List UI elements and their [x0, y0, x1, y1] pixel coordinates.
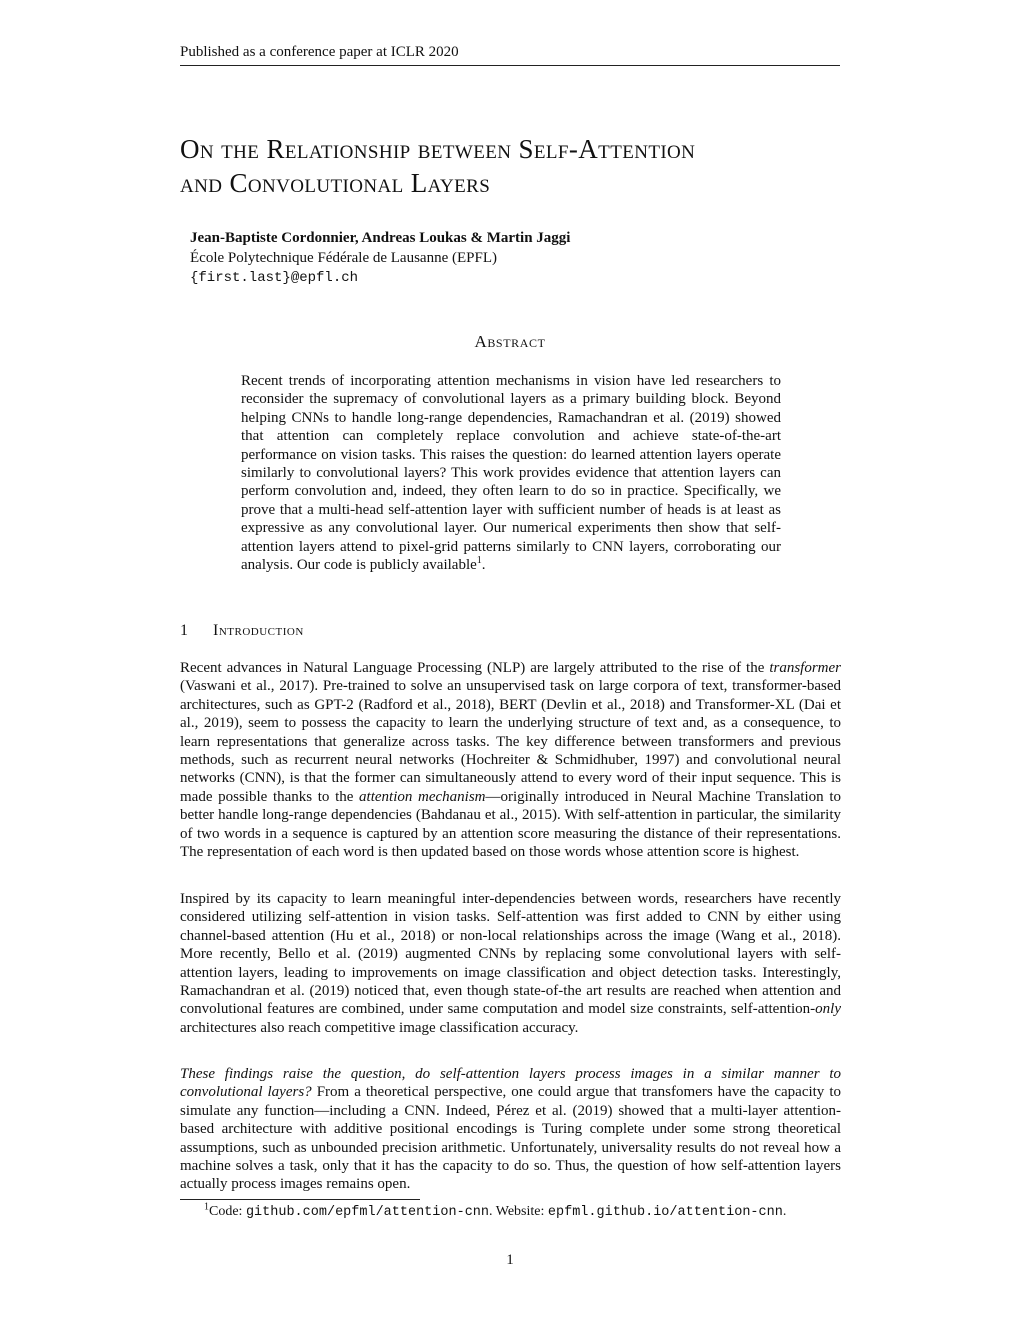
header-rule — [180, 65, 840, 66]
p1-text-a: Recent advances in Natural Language Processing (NLP) are largely attributed to the rise of the — [180, 660, 770, 676]
section-number: 1 — [180, 622, 189, 639]
footnote-website-label: . Website: — [489, 1204, 548, 1219]
p1-emphasis-attention: attention mechanism — [359, 788, 486, 805]
footnote-code-label: Code: — [209, 1204, 246, 1219]
p2-emphasis-only: only — [815, 1001, 841, 1018]
page-number: 1 — [506, 1252, 514, 1268]
paper-title — [180, 132, 860, 200]
website-link[interactable]: epfml.github.io/attention-cnn — [547, 1205, 783, 1220]
code-link[interactable]: github.com/epfml/attention-cnn — [245, 1205, 489, 1220]
intro-paragraph-1 — [180, 659, 841, 861]
title-line-1: On the Relationship between Self-Attention — [180, 134, 696, 164]
author-names: Jean-Baptiste Cordonnier, Andreas Loukas & Martin Jaggi — [190, 230, 571, 246]
title-line-2: and Convolutional Layers — [180, 168, 491, 198]
intro-paragraph-3 — [180, 1065, 841, 1194]
author-email: {first.last}@epfl.ch — [190, 270, 359, 286]
p2-text-a: Inspired by its capacity to learn meaningful inter-dependencies between words, researchers have recently considered utilizing self-attention in vision tasks. Self-attention was first added to CNN by either using channel-based attention (Hu et al., 2018) or non-local relationships across the image (Wang et al., 2018). More recently, Bello et al. (2019) augmented CNNs by replacing some convolutional layers with self-attention layers, leading to improvements on image classification and object detection tasks. Interestingly, Ramachandran et al. (2019) noticed that, even though state-of-the art results are reached when attention and convolutional features are combined, under same computation and model size constraints, self-attention- — [180, 891, 841, 1018]
p1-text-b: (Vaswani et al., 2017). Pre-trained to solve an unsupervised task on large corpora of text, transformer-based architectures, such as GPT-2 (Radford et al., 2018), BERT (Devlin et al., 2018) and Transformer-XL (Dai et al., 2019), seem to possess the capacity to learn the underlying structure of text and, as a consequence, to learn representations that generalize across tasks. The key difference between transformers and previous methods, such as recurrent neural networks (Hochreiter & Schmidhuber, 1997) and convolutional neural networks (CNN), is that the former can simultaneously attend to every word of their input sequence. This is made possible thanks to the — [180, 678, 841, 805]
p3-emphasis-question: These findings raise the question, do self-attention layers process images in a similar manner to convolutional layers? — [180, 1066, 841, 1101]
intro-paragraph-2 — [180, 890, 841, 1037]
abstract-heading: Abstract — [474, 332, 546, 351]
abstract-text: Recent trends of incorporating attention mechanisms in vision have led researchers to reconsider the supremacy of convolutional layers as a primary building block. Beyond helping CNNs to handle long-range dependencies, Ramachandran et al. (2019) showed that attention can completely replace convolution and achieve state-of-the-art performance on vision tasks. This raises the question: do learned attention layers operate similarly to convolutional layers? This work provides evidence that attention layers can perform convolution and, indeed, they often learn to do so in practice. Specifically, we prove that a multi-head self-attention layer with sufficient number of heads is at least as expressive as any convolutional layer. Our numerical experiments then show that self-attention layers attend to pixel-grid patterns similarly to CNN layers, corroborating our analysis. Our code is publicly available — [241, 373, 781, 574]
author-affiliation: École Polytechnique Fédérale de Lausanne (EPFL) — [190, 250, 497, 266]
footnote-ref[interactable]: 1 — [476, 555, 482, 567]
footnote-rule — [180, 1199, 420, 1200]
footnote-mark: 1 — [204, 1201, 209, 1213]
abstract-end: . — [481, 557, 486, 574]
author-block — [190, 228, 830, 288]
abstract-body — [241, 372, 781, 574]
p2-text-b: architectures also reach competitive image classification accuracy. — [180, 1019, 579, 1036]
footnote-end: . — [782, 1204, 787, 1219]
running-header: Published as a conference paper at ICLR 2020 — [180, 44, 459, 60]
footnote — [180, 1203, 880, 1222]
p1-text-c: —originally introduced in Neural Machine Translation to better handle long-range dependencies (Bahdanau et al., 2015). With self-attention in particular, the similarity of two words in a sequence is captured by an attention score measuring the distance of their representations. The representation of each word is then updated based on those words whose attention score is highest. — [180, 788, 841, 861]
p3-text-b: From a theoretical perspective, one could argue that transfomers have the capacity to simulate any function—including a CNN. Indeed, Pérez et al. (2019) showed that a multi-layer attention-based architecture with additive positional encodings is Turing complete under some strong theoretical assumptions, such as unbounded precision arithmetic. Unfortunately, universality results do not reveal how a machine solves a task, only that it has the capacity to do so. Thus, the question of how self-attention layers actually process images remains open. — [180, 1084, 841, 1193]
section-heading-introduction — [180, 622, 840, 640]
section-title: Introduction — [213, 622, 304, 639]
p1-emphasis-transformer: transformer — [769, 660, 841, 676]
